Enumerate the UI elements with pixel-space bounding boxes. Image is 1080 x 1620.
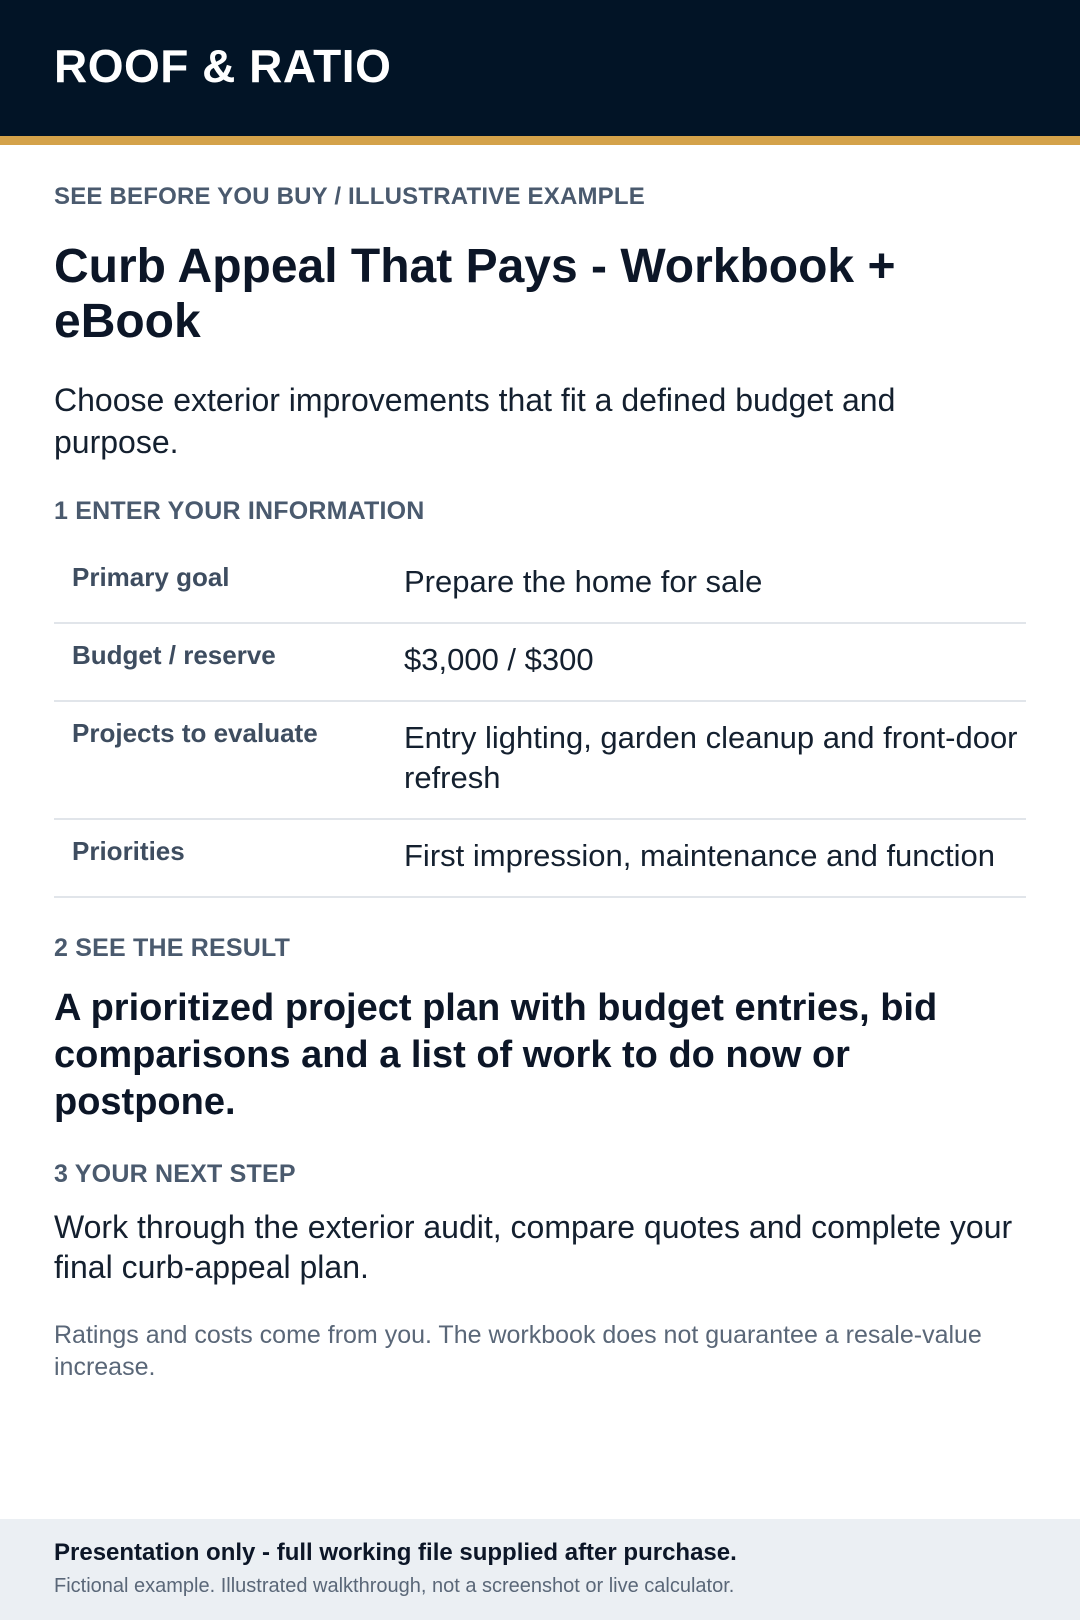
header-bar xyxy=(0,0,1080,145)
row-key: Primary goal xyxy=(54,546,386,623)
row-value: Prepare the home for sale xyxy=(386,546,1026,623)
footer-subtext: Fictional example. Illustrated walkthrough, not a screenshot or live calculator. xyxy=(54,1575,735,1597)
information-table xyxy=(54,546,1026,898)
table-row xyxy=(54,546,1026,623)
row-value: $3,000 / $300 xyxy=(386,623,1026,701)
disclaimer-note: Ratings and costs come from you. The workbook does not guarantee a resale-value increase. xyxy=(54,1321,982,1382)
footer-headline: Presentation only - full working file supplied after purchase. xyxy=(54,1539,737,1566)
row-value: First impression, maintenance and function xyxy=(386,819,1026,897)
row-key: Budget / reserve xyxy=(54,623,386,701)
step3-heading: 3 YOUR NEXT STEP xyxy=(54,1160,296,1189)
eyebrow-label: SEE BEFORE YOU BUY / ILLUSTRATIVE EXAMPLE xyxy=(54,183,645,210)
main-content xyxy=(0,183,1080,1383)
next-step-text: Work through the exterior audit, compare quotes and complete your final curb-appeal plan. xyxy=(54,1209,1013,1286)
footer-bar xyxy=(0,1519,1080,1620)
step2-heading: 2 SEE THE RESULT xyxy=(54,934,291,963)
step1-heading: 1 ENTER YOUR INFORMATION xyxy=(54,497,425,526)
result-statement: A prioritized project plan with budget entries, bid comparisons and a list of work to do now or postpone. xyxy=(54,987,938,1124)
page-title: Curb Appeal That Pays - Workbook + eBook xyxy=(54,240,896,349)
page-description: Choose exterior improvements that fit a defined budget and purpose. xyxy=(54,382,896,461)
row-key: Priorities xyxy=(54,819,386,897)
row-value: Entry lighting, garden cleanup and front-door refresh xyxy=(386,701,1026,819)
brand-logo-text: ROOF & RATIO xyxy=(54,40,392,92)
table-row xyxy=(54,819,1026,897)
table-row xyxy=(54,623,1026,701)
table-row xyxy=(54,701,1026,819)
row-key: Projects to evaluate xyxy=(54,701,386,819)
